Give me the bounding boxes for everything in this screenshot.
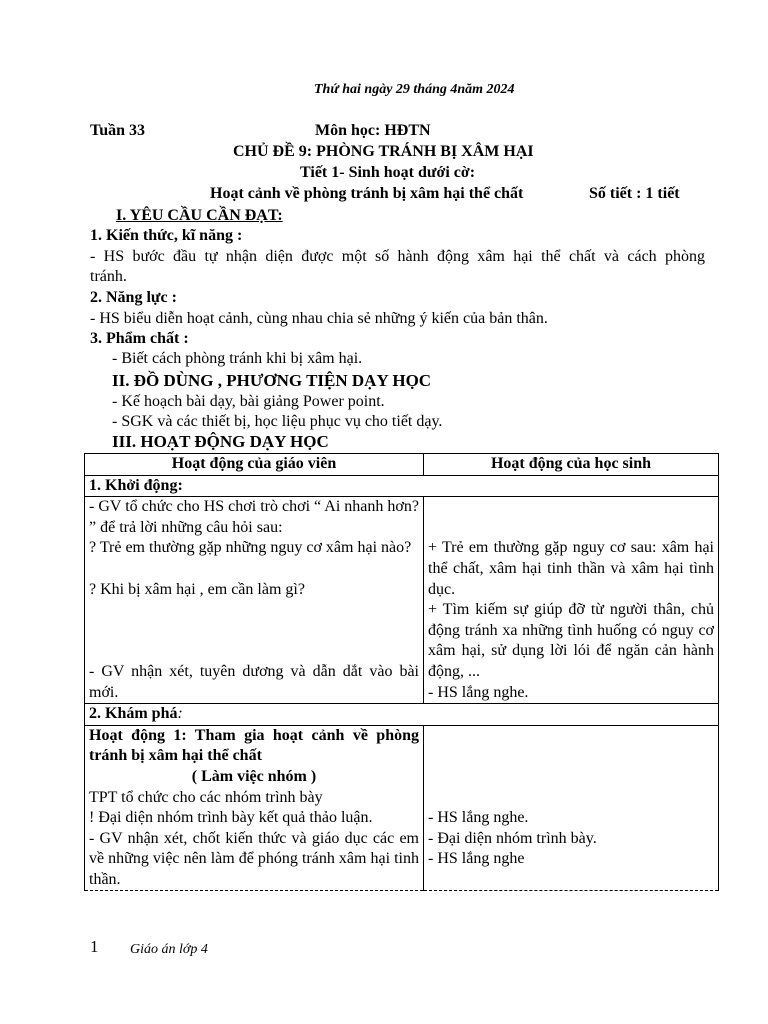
part-1-student-answer-2: + Tìm kiếm sự giúp đỡ từ người thân, chủ động tránh xa những tình huống có nguy cơ xâm hại, sử dụng lời lói để ngăn cản hành động, ...: [428, 601, 714, 680]
part-1-teacher-question-2: ? Khi bị xâm hại , em cần làm gì?: [89, 580, 305, 598]
lesson-label: Tiết 1- Sinh hoạt dưới cờ:: [300, 164, 476, 181]
section-2-title: II. ĐỒ DÙNG , PHƯƠNG TIỆN DẠY HỌC: [112, 371, 432, 390]
part-1-content-row: [85, 497, 719, 704]
lesson-title: Hoạt cảnh về phòng tránh bị xâm hại thể chất: [210, 185, 524, 202]
part-1-teacher-intro: - GV tổ chức cho HS chơi trò chơi “ Ai nhanh hơn? ” để trả lời những câu hỏi sau:: [89, 498, 419, 536]
teacher-column-header: Hoạt động của giáo viên: [85, 454, 424, 476]
materials-item-2: - SGK và các thiết bị, học liệu phục vụ cho tiết dạy.: [112, 413, 443, 430]
section-3-title: III. HOẠT ĐỘNG DẠY HỌC: [112, 432, 329, 451]
part-2-student-line-3: - HS lắng nghe: [428, 850, 525, 868]
knowledge-title: 1. Kiến thức, kĩ năng :: [90, 227, 243, 244]
part-2-student-line-2: - Đại diện nhóm trình bày.: [428, 829, 597, 847]
lesson-plan-table: [84, 453, 719, 891]
table-header-row: [85, 454, 719, 476]
footer-label: Giáo án lớp 4: [130, 942, 208, 957]
subject-label: Môn học: HĐTN: [315, 122, 431, 139]
part-1-student-cell: [424, 497, 719, 704]
activity-1-mode: ( Làm việc nhóm ): [191, 767, 317, 785]
part-1-title: 1. Khởi động:: [85, 475, 719, 497]
part-2-title-suffix: :: [177, 705, 183, 723]
part-2-student-line-1: - HS lắng nghe.: [428, 809, 529, 827]
part-2-content-row: [85, 725, 719, 891]
quality-text: - Biết cách phòng tránh khi bị xâm hại.: [112, 350, 363, 367]
competence-text: - HS biểu diễn hoạt cảnh, cùng nhau chia sẻ những ý kiến của bản thân.: [90, 310, 548, 327]
section-1-title: I. YÊU CẦU CẦN ĐẠT:: [116, 207, 283, 224]
part-2-teacher-cell: [85, 725, 424, 891]
knowledge-text-line1: - HS bước đầu tự nhận diện được một số hành động xâm hại thể chất và cách phòng: [90, 248, 705, 265]
part-2-student-cell: [424, 725, 719, 891]
materials-item-1: - Kế hoạch bài dạy, bài giảng Power point.: [112, 393, 385, 410]
part-1-title-row: [85, 475, 719, 497]
activity-1-title: Hoạt động 1: Tham gia hoạt cảnh về phòng tránh bị xâm hại thể chất: [89, 726, 419, 765]
periods-label: Số tiết : 1 tiết: [589, 185, 680, 202]
page-number: 1: [90, 937, 99, 956]
part-1-student-closing: - HS lắng nghe.: [428, 683, 529, 701]
part-2-teacher-line-2: ! Đại diện nhóm trình bày kết quả thảo luận.: [89, 809, 373, 827]
week-label: Tuần 33: [90, 122, 145, 139]
competence-title: 2. Năng lực :: [90, 289, 177, 306]
part-2-title-cell: [85, 704, 719, 726]
date-line: Thứ hai ngày 29 tháng 4năm 2024: [314, 82, 515, 97]
part-2-title-row: [85, 704, 719, 726]
part-1-teacher-cell: [85, 497, 424, 704]
part-1-teacher-closing: - GV nhận xét, tuyên dương và dẫn dắt vào bài mới.: [89, 662, 419, 701]
student-column-header: Hoạt động của học sinh: [424, 454, 719, 476]
part-1-student-answer-1: + Trẻ em thường gặp nguy cơ sau: xâm hại thể chất, xâm hại tinh thần và xâm hại tình dục.: [428, 539, 714, 598]
part-1-teacher-question-1: ? Trẻ em thường gặp những nguy cơ xâm hại nào?: [89, 539, 412, 557]
quality-title: 3. Phẩm chất :: [90, 330, 189, 347]
topic-title: CHỦ ĐỀ 9: PHÒNG TRÁNH BỊ XÂM HẠI: [233, 143, 534, 160]
part-2-teacher-line-3: - GV nhận xét, chốt kiến thức và giáo dục các em về những việc nên làm để phóng tránh xâm hại tinh thần.: [89, 829, 419, 888]
knowledge-text-line2: tránh.: [90, 268, 127, 285]
part-2-title: 2. Khám phá: [89, 705, 178, 723]
part-2-teacher-line-1: TPT tổ chức cho các nhóm trình bày: [89, 788, 323, 806]
